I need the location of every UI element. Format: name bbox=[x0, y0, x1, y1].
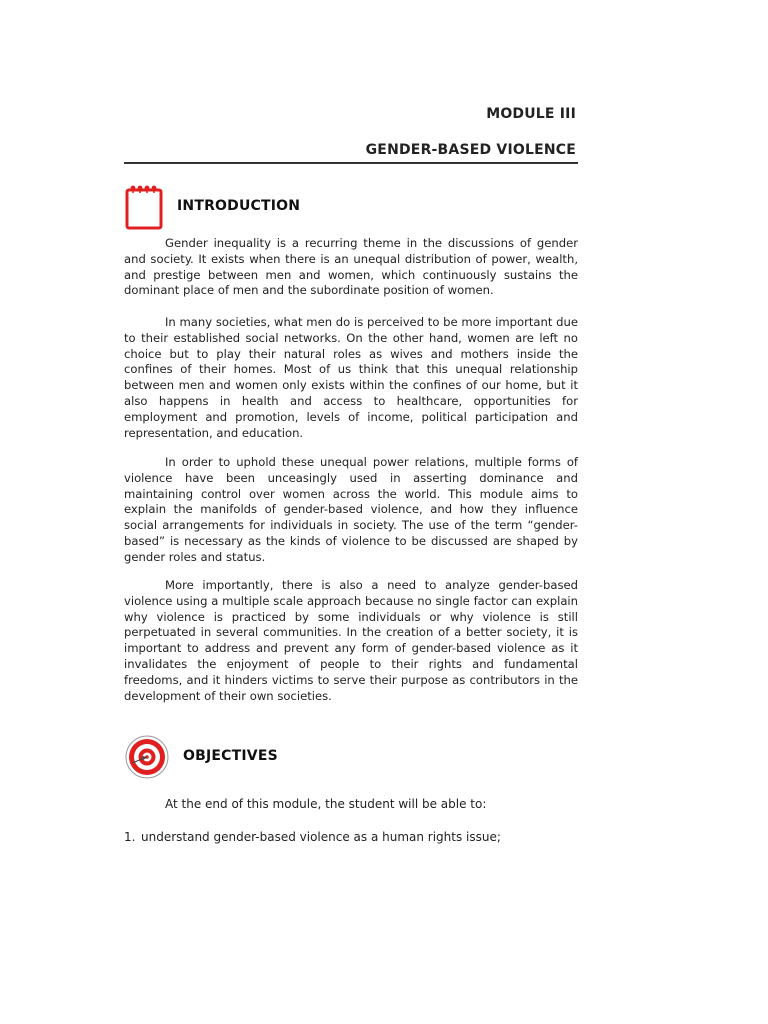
list-item-number: 1. bbox=[124, 830, 136, 844]
objectives-intro: At the end of this module, the student will be able to: bbox=[165, 797, 487, 811]
introduction-heading: INTRODUCTION bbox=[177, 198, 301, 214]
module-title: GENDER-BASED VIOLENCE bbox=[365, 142, 576, 158]
intro-paragraph-4: More importantly, there is also a need to analyze gender-based violence using a multiple scale approach because no single factor can explain why violence is practiced by some individuals or why violence is still perpetuated in several communities. In the creation of a better society, it is important to address and prevent any form of gender-based violence as it invalidates the enjoyment of people to their rights and fundamental freedoms, and it hinders victims to serve their purpose as contributors in the development of their own societies. bbox=[124, 578, 578, 703]
objectives-heading: OBJECTIVES bbox=[183, 748, 278, 764]
intro-paragraph-3: In order to uphold these unequal power relations, multiple forms of violence have been unceasingly used in asserting dominance and maintaining control over women across the world. This module aims to explain the manifolds of gender-based violence, and how they influence social arrangements for individuals in society. The use of the term “gender-based” is necessary as the kinds of violence to be discussed are shaped by gender roles and status. bbox=[124, 455, 578, 564]
module-label: MODULE III bbox=[486, 106, 576, 122]
intro-paragraph-1: Gender inequality is a recurring theme in the discussions of gender and society. It exists when there is an unequal distribution of power, wealth, and prestige between men and women, which continuously sustains the dominant place of men and the subordinate position of women. bbox=[124, 236, 578, 298]
list-item-text: understand gender-based violence as a human rights issue; bbox=[141, 830, 501, 844]
objectives-list bbox=[124, 830, 578, 844]
intro-paragraph-2: In many societies, what men do is perceived to be more important due to their established social networks. On the other hand, women are left no choice but to play their natural roles as wives and mothers inside the confines of their homes. Most of us think that this unequal relationship between men and women only exists within the confines of our home, but it also happens in health and access to healthcare, opportunities for employment and promotion, levels of income, political participation and representation, and education. bbox=[124, 315, 578, 440]
header-divider bbox=[124, 162, 578, 164]
list-item bbox=[124, 830, 578, 844]
notebook-icon bbox=[124, 183, 164, 231]
target-icon bbox=[124, 734, 170, 780]
